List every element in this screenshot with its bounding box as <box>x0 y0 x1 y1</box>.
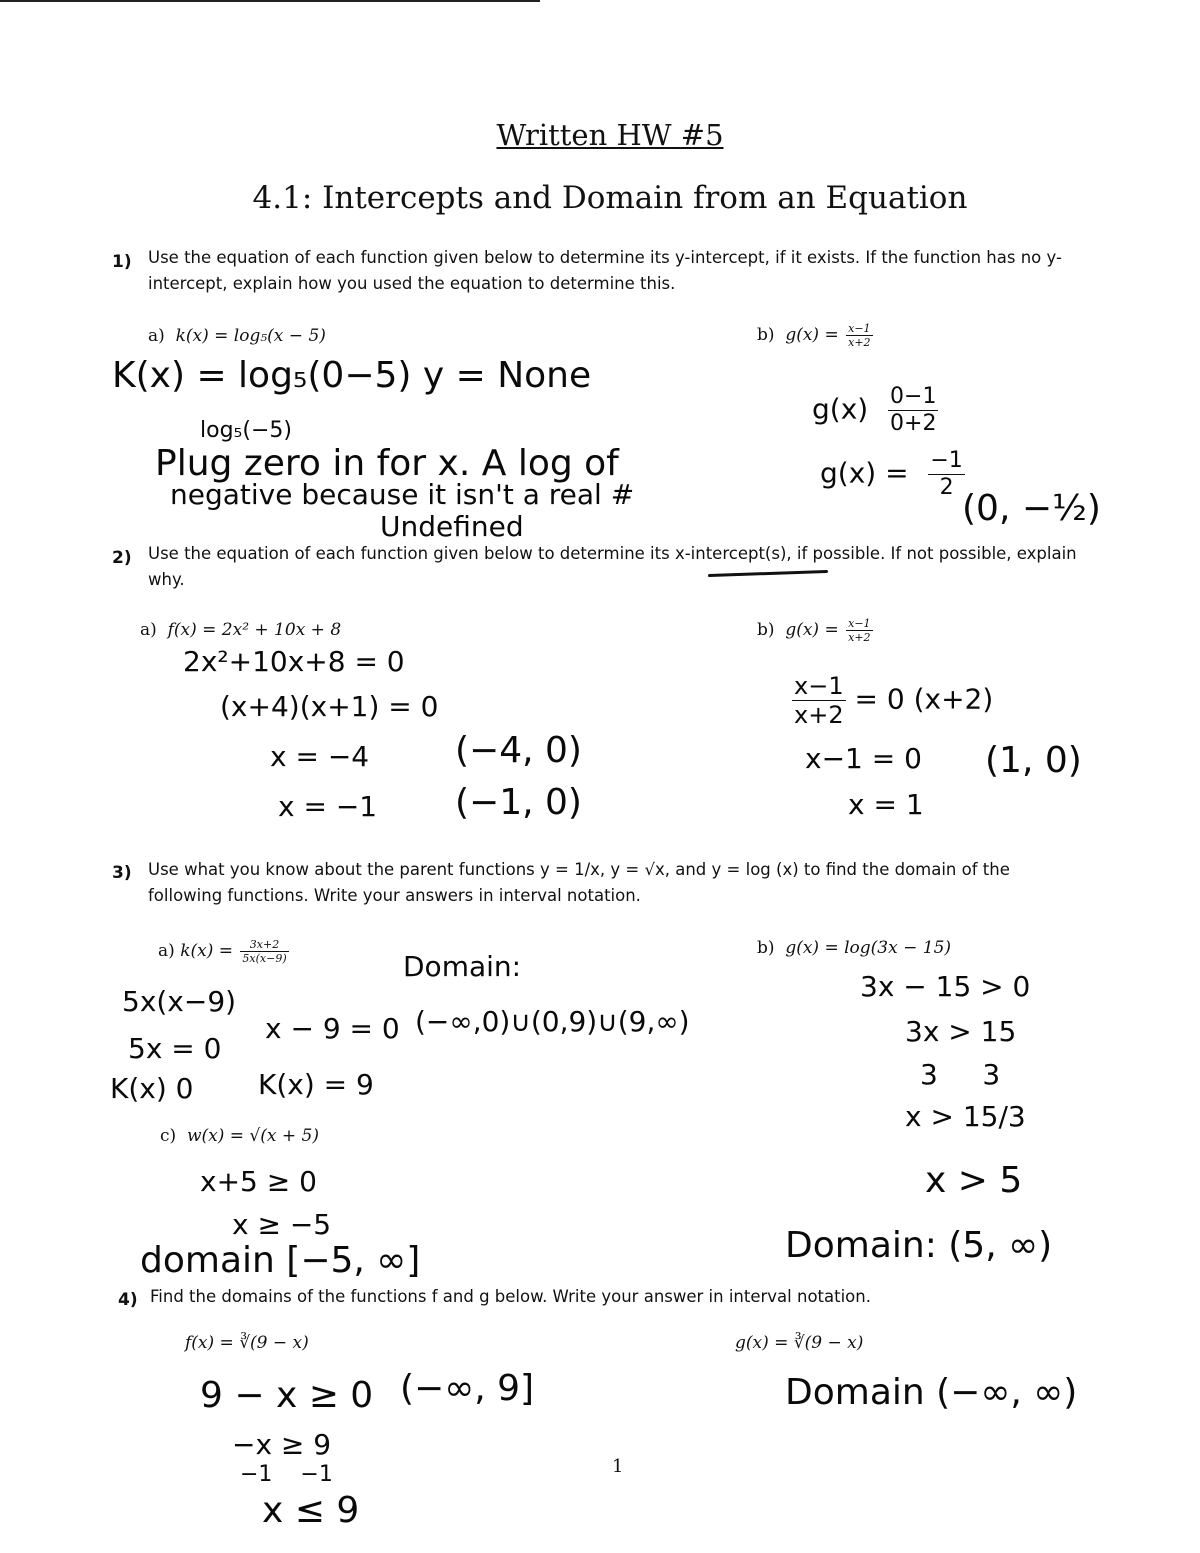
q3a-handwriting-line-1: 5x(x−9) <box>122 985 237 1018</box>
q1a-handwriting-line-2: log₅(−5) <box>200 418 292 443</box>
question-3-number: 3) <box>112 863 132 883</box>
q2b-equation <box>757 617 873 644</box>
scan-edge-line <box>0 0 540 2</box>
q3a-handwriting-domain-label: Domain: <box>403 950 522 983</box>
question-3-text: Use what you know about the parent functions y = 1/x, y = √x, and y = log (x) to find the domain of the following functions. Write your answers in interval notation. <box>148 860 1010 905</box>
question-1-number: 1) <box>112 252 132 272</box>
q4-g-equation: g(x) = ∛(9 − x) <box>735 1333 864 1353</box>
page-title: Written HW #5 <box>496 118 724 152</box>
q3b-handwriting-line-2: 3x > 15 <box>905 1015 1017 1048</box>
q2a-formula: f(x) = 2x² + 10x + 8 <box>167 620 342 640</box>
q2a-handwriting-line-3: x = −4 <box>270 740 370 773</box>
q3a-handwriting-line-3: x − 9 = 0 <box>265 1012 400 1045</box>
q3a-handwriting-line-2: 5x = 0 <box>128 1032 222 1065</box>
page-number: 1 <box>612 1456 624 1477</box>
q2b-handwriting-line-2: x−1 = 0 <box>805 742 922 775</box>
q2b-formula: g(x) = <box>785 620 839 640</box>
q2a-handwriting-line-4: x = −1 <box>278 790 378 823</box>
q2a-handwriting-root-2: (−1, 0) <box>455 782 582 823</box>
q1a-handwriting-line-1: K(x) = log₅(0−5) y = None <box>112 355 592 396</box>
q3a-label: a) <box>158 941 175 961</box>
q4-f-handwriting-line-4: x ≤ 9 <box>262 1490 360 1531</box>
q2b-handwriting-line-1: $\frac{x-1}{x+2}$ = 0 (x+2) <box>794 672 994 729</box>
q3a-equation <box>158 938 289 965</box>
q3a-fraction: $\frac{3x+2}{5x(x-9)}$ <box>242 938 287 965</box>
q1a-formula: k(x) = log₅(x − 5) <box>175 326 326 346</box>
q2a-handwriting-root-1: (−4, 0) <box>455 730 582 771</box>
q4-f-handwriting-line-1: 9 − x ≥ 0 <box>200 1375 374 1416</box>
q1b-handwriting-line-2: g(x) = $\frac{-1}{2}$ <box>820 448 963 500</box>
question-4-text: Find the domains of the functions f and g below. Write your answer in interval notation. <box>150 1287 871 1306</box>
q3b-handwriting-line-1: 3x − 15 > 0 <box>860 970 1031 1003</box>
q1a-handwriting-line-5: Undefined <box>380 510 524 543</box>
q2a-handwriting-line-2: (x+4)(x+1) = 0 <box>220 690 439 723</box>
q1a-handwriting-line-3: Plug zero in for x. A log of <box>155 443 619 484</box>
q1a-equation <box>148 326 326 346</box>
q1b-handwriting-answer: (0, −½) <box>962 488 1101 529</box>
q1a-handwriting-line-4: negative because it isn't a real # <box>170 478 635 511</box>
q3a-handwriting-line-4: K(x) 0 <box>110 1072 194 1105</box>
question-2-text: Use the equation of each function given below to determine its x-intercept(s), if possible. If not possible, explain why. <box>148 544 1077 589</box>
q2b-fraction: $\frac{x-1}{x+2}$ <box>848 617 871 644</box>
q1b-handwriting-line-1: g(x) $\frac{0-1}{0+2}$ <box>812 384 937 436</box>
q3c-formula: w(x) = √(x + 5) <box>186 1126 319 1146</box>
q3b-label: b) <box>757 938 775 958</box>
q2b-handwriting-answer: (1, 0) <box>985 740 1082 781</box>
q2a-equation <box>140 620 341 640</box>
q3b-formula: g(x) = log(3x − 15) <box>785 938 952 958</box>
question-4-number: 4) <box>118 1290 138 1310</box>
q4-g-handwriting-domain: Domain (−∞, ∞) <box>785 1372 1078 1413</box>
q3c-equation <box>160 1126 319 1146</box>
q2a-label: a) <box>140 620 157 640</box>
q3b-equation <box>757 938 951 958</box>
q3c-label: c) <box>160 1126 177 1146</box>
question-1-text: Use the equation of each function given below to determine its y-intercept, if it exists. If the function has no y-intercept, explain how you used the equation to determine this. <box>148 248 1062 293</box>
q2b-label: b) <box>757 620 775 640</box>
q2a-handwriting-line-1: 2x²+10x+8 = 0 <box>183 645 405 678</box>
q3b-handwriting-line-5: x > 5 <box>925 1160 1023 1201</box>
q1b-equation <box>757 322 873 349</box>
q3b-handwriting-line-3: 3 3 <box>920 1058 1001 1091</box>
q1b-formula: g(x) = <box>785 325 839 345</box>
q3c-handwriting-line-2: x ≥ −5 <box>232 1208 332 1241</box>
q3c-handwriting-line-1: x+5 ≥ 0 <box>200 1165 317 1198</box>
q3a-formula: k(x) = <box>180 941 233 961</box>
q4-f-handwriting-domain: (−∞, 9] <box>400 1368 535 1409</box>
question-2-number: 2) <box>112 548 132 568</box>
q1a-label: a) <box>148 326 165 346</box>
q3b-handwriting-line-4: x > 15/3 <box>905 1100 1026 1133</box>
q1b-label: b) <box>757 325 775 345</box>
q4-f-handwriting-line-3: −1 −1 <box>240 1462 333 1487</box>
page-subtitle: 4.1: Intercepts and Domain from an Equation <box>252 180 968 216</box>
q3a-handwriting-domain-answer: (−∞,0)∪(0,9)∪(9,∞) <box>415 1005 690 1038</box>
q3b-handwriting-domain: Domain: (5, ∞) <box>785 1225 1053 1266</box>
q4-f-handwriting-line-2: −x ≥ 9 <box>232 1428 332 1461</box>
q4-f-equation: f(x) = ∛(9 − x) <box>185 1333 309 1353</box>
q1b-fraction: $\frac{x-1}{x+2}$ <box>848 322 871 349</box>
q3c-handwriting-domain: domain [−5, ∞] <box>140 1240 421 1281</box>
q3a-handwriting-line-5: K(x) = 9 <box>258 1068 374 1101</box>
q2b-handwriting-line-3: x = 1 <box>848 788 924 821</box>
